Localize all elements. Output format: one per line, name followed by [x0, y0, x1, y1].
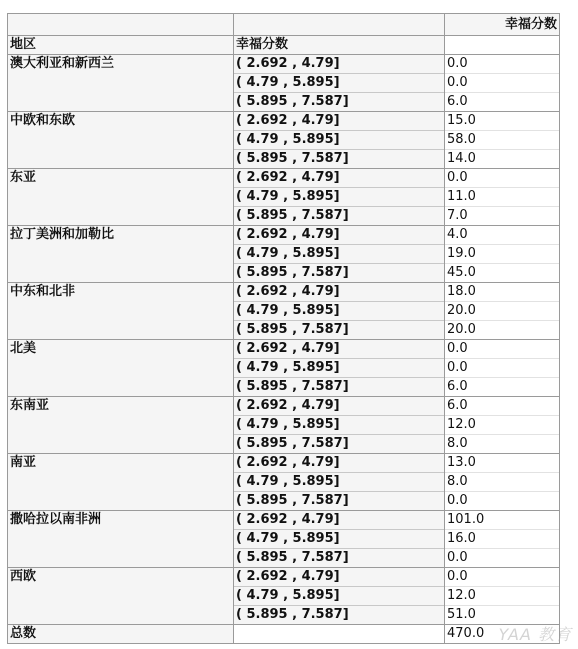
total-value: 470.0: [445, 625, 560, 644]
column-title: 幸福分数: [445, 14, 560, 36]
value-cell: 20.0: [445, 302, 560, 321]
value-cell: 8.0: [445, 435, 560, 454]
value-cell: 0.0: [445, 55, 560, 74]
bin-label: ( 5.895 , 7.587]: [234, 207, 445, 226]
value-cell: 51.0: [445, 606, 560, 625]
table-row: [8, 226, 560, 245]
value-cell: 4.0: [445, 226, 560, 245]
bin-label: ( 4.79 , 5.895]: [234, 131, 445, 150]
pivot-table: [7, 13, 560, 644]
value-cell: 7.0: [445, 207, 560, 226]
bin-label: ( 2.692 , 4.79]: [234, 397, 445, 416]
bin-label: ( 5.895 , 7.587]: [234, 321, 445, 340]
table-row: [8, 568, 560, 587]
total-label: 总数: [8, 625, 234, 644]
value-cell: 0.0: [445, 74, 560, 93]
value-cell: 45.0: [445, 264, 560, 283]
bin-label: ( 5.895 , 7.587]: [234, 264, 445, 283]
table-row: [8, 454, 560, 473]
region-label: 东亚: [8, 169, 234, 226]
total-empty-cell: [234, 625, 445, 644]
table-row: [8, 112, 560, 131]
value-cell: 58.0: [445, 131, 560, 150]
bin-label: ( 2.692 , 4.79]: [234, 283, 445, 302]
value-cell: 6.0: [445, 378, 560, 397]
value-cell: 0.0: [445, 359, 560, 378]
region-label: 北美: [8, 340, 234, 397]
bin-label: ( 4.79 , 5.895]: [234, 473, 445, 492]
bin-label: ( 4.79 , 5.895]: [234, 416, 445, 435]
bin-label: ( 2.692 , 4.79]: [234, 568, 445, 587]
bin-label: ( 4.79 , 5.895]: [234, 302, 445, 321]
bin-label: ( 5.895 , 7.587]: [234, 93, 445, 112]
region-label: 澳大利亚和新西兰: [8, 55, 234, 112]
value-cell: 11.0: [445, 188, 560, 207]
bin-label: ( 5.895 , 7.587]: [234, 549, 445, 568]
value-cell: 0.0: [445, 169, 560, 188]
value-cell: 16.0: [445, 530, 560, 549]
table-row: [8, 55, 560, 74]
bin-label: ( 4.79 , 5.895]: [234, 359, 445, 378]
bin-label: ( 5.895 , 7.587]: [234, 435, 445, 454]
region-label: 撒哈拉以南非洲: [8, 511, 234, 568]
row-header-label: 地区: [8, 36, 234, 55]
bin-label: ( 2.692 , 4.79]: [234, 340, 445, 359]
header-empty-cell: [445, 36, 560, 55]
watermark-logo: YAA 教育: [498, 625, 572, 644]
value-cell: 0.0: [445, 568, 560, 587]
region-label: 南亚: [8, 454, 234, 511]
value-cell: 12.0: [445, 416, 560, 435]
value-cell: 6.0: [445, 397, 560, 416]
bin-label: ( 5.895 , 7.587]: [234, 150, 445, 169]
header-empty-cell: [8, 14, 234, 36]
header-row-labels: [8, 36, 560, 55]
value-cell: 15.0: [445, 112, 560, 131]
total-row: [8, 625, 560, 644]
region-label: 中东和北非: [8, 283, 234, 340]
value-cell: 18.0: [445, 283, 560, 302]
bin-label: ( 4.79 , 5.895]: [234, 245, 445, 264]
table-row: [8, 340, 560, 359]
bin-label: ( 2.692 , 4.79]: [234, 169, 445, 188]
table-row: [8, 283, 560, 302]
bin-label: ( 2.692 , 4.79]: [234, 511, 445, 530]
bin-header-label: 幸福分数: [234, 36, 445, 55]
value-cell: 20.0: [445, 321, 560, 340]
region-label: 拉丁美洲和加勒比: [8, 226, 234, 283]
value-cell: 8.0: [445, 473, 560, 492]
value-cell: 12.0: [445, 587, 560, 606]
value-cell: 101.0: [445, 511, 560, 530]
bin-label: ( 5.895 , 7.587]: [234, 492, 445, 511]
bin-label: ( 2.692 , 4.79]: [234, 55, 445, 74]
value-cell: 0.0: [445, 549, 560, 568]
value-cell: 13.0: [445, 454, 560, 473]
region-label: 西欧: [8, 568, 234, 625]
table-row: [8, 169, 560, 188]
bin-label: ( 4.79 , 5.895]: [234, 188, 445, 207]
bin-label: ( 2.692 , 4.79]: [234, 454, 445, 473]
bin-label: ( 5.895 , 7.587]: [234, 606, 445, 625]
value-cell: 0.0: [445, 492, 560, 511]
table-row: [8, 511, 560, 530]
value-cell: 14.0: [445, 150, 560, 169]
bin-label: ( 4.79 , 5.895]: [234, 74, 445, 93]
bin-label: ( 2.692 , 4.79]: [234, 226, 445, 245]
region-label: 东南亚: [8, 397, 234, 454]
bin-label: ( 5.895 , 7.587]: [234, 378, 445, 397]
bin-label: ( 2.692 , 4.79]: [234, 112, 445, 131]
value-cell: 19.0: [445, 245, 560, 264]
header-empty-cell: [234, 14, 445, 36]
table-row: [8, 397, 560, 416]
bin-label: ( 4.79 , 5.895]: [234, 587, 445, 606]
value-cell: 0.0: [445, 340, 560, 359]
pivot-table-body: [8, 14, 560, 644]
region-label: 中欧和东欧: [8, 112, 234, 169]
header-row-title: [8, 14, 560, 36]
bin-label: ( 4.79 , 5.895]: [234, 530, 445, 549]
value-cell: 6.0: [445, 93, 560, 112]
